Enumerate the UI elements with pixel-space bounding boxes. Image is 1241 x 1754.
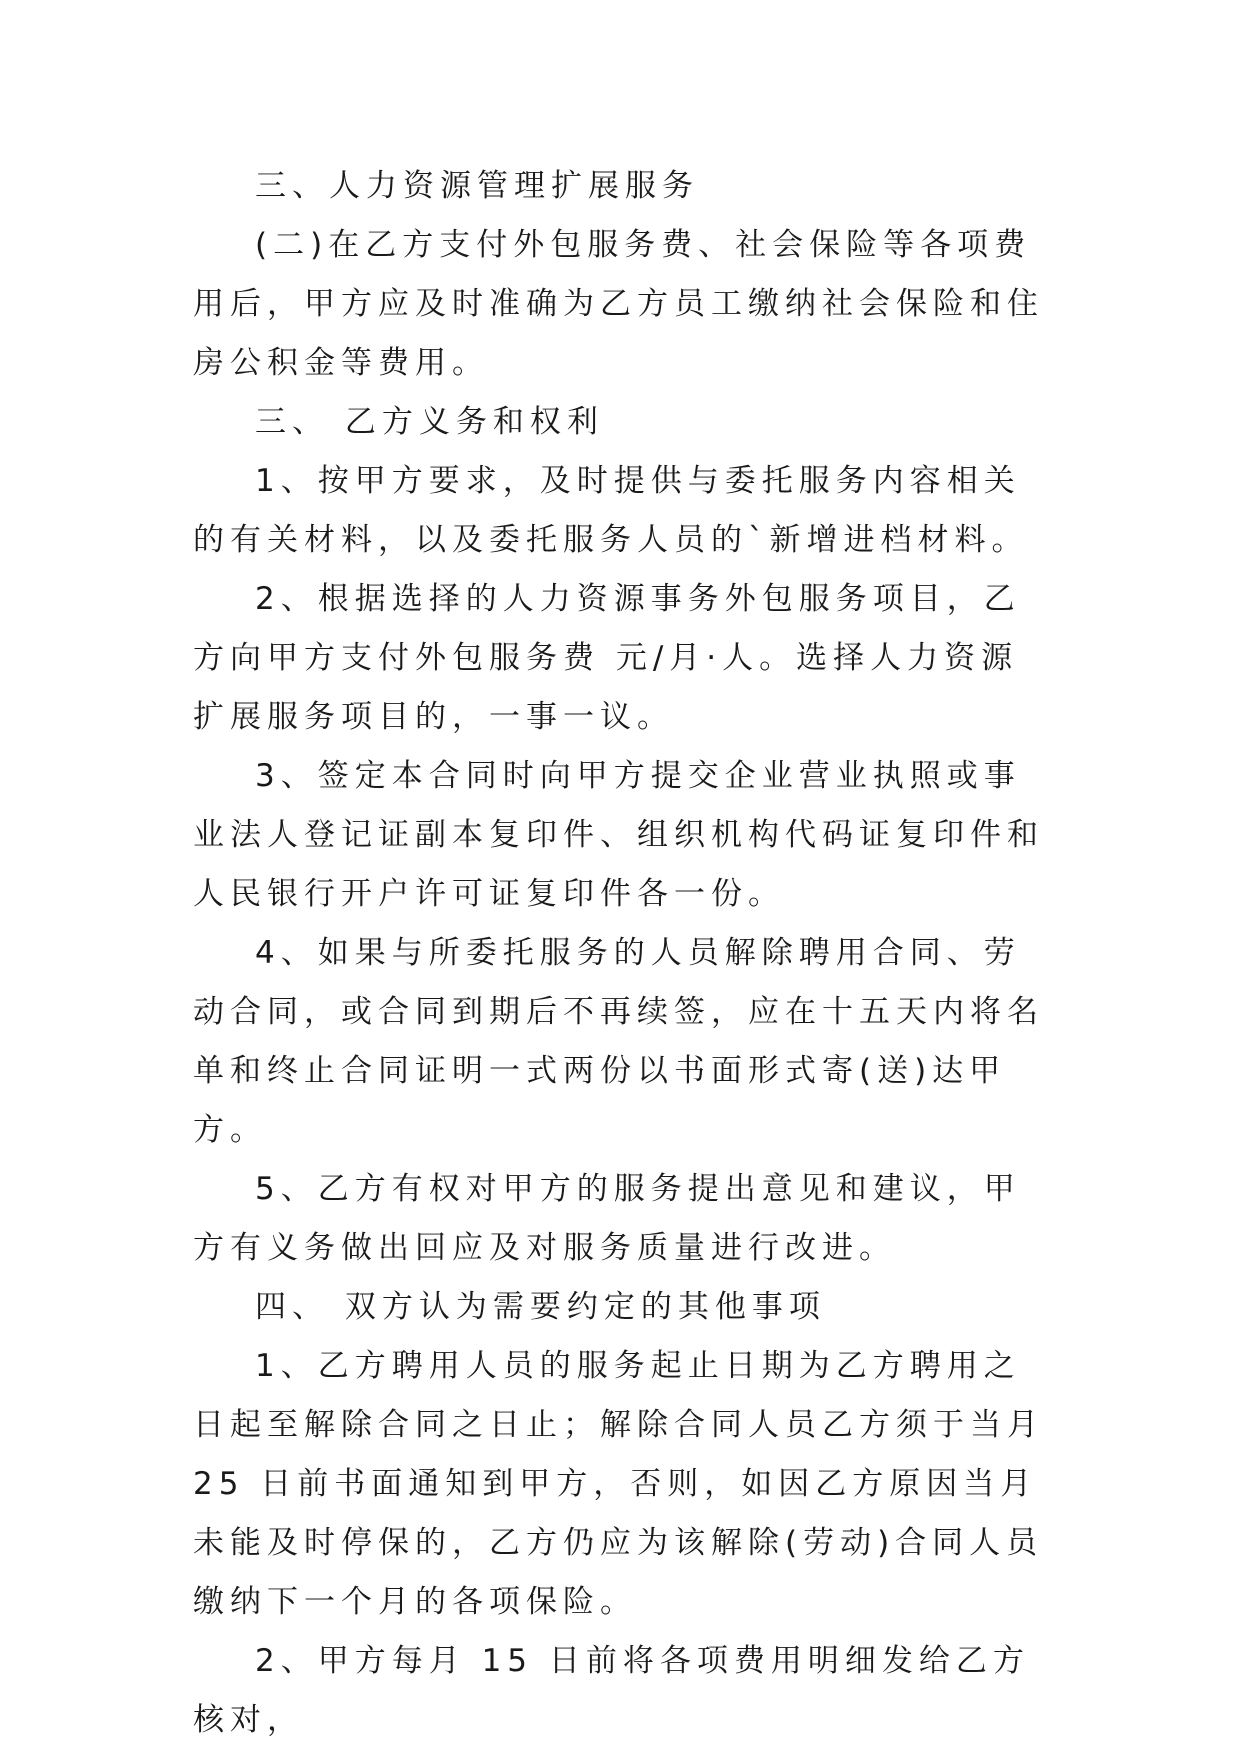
clause-1-service-period: 1、乙方聘用人员的服务起止日期为乙方聘用之日起至解除合同之日止；解除合同人员乙方须于当月 25 日前书面通知到甲方，否则，如因乙方原因当月未能及时停保的，乙方仍应为该解除(劳动)合同人员缴纳下一个月的各项保险。 xyxy=(193,1348,1044,1620)
clause-1-materials: 1、按甲方要求，及时提供与委托服务内容相关的有关材料，以及委托服务人员的`新增进档材料。 xyxy=(193,463,1029,558)
section-heading-party-b-duties: 三、 乙方义务和权利 xyxy=(255,404,604,440)
clause-2-service-fee: 2、根据选择的人力资源事务外包服务项目，乙方向甲方支付外包服务费 元/月·人。选择人力资源扩展服务项目的，一事一议。 xyxy=(193,581,1021,735)
clause-5-feedback: 5、乙方有权对甲方的服务提出意见和建议，甲方有义务做出回应及对服务质量进行改进。 xyxy=(193,1171,1021,1266)
section-heading-hr-extension: 三、人力资源管理扩展服务 xyxy=(255,168,699,204)
paragraph-payment-obligation: (二)在乙方支付外包服务费、社会保险等各项费用后，甲方应及时准确为乙方员工缴纳社会保险和住房公积金等费用。 xyxy=(193,227,1044,381)
clause-3-documents: 3、签定本合同时向甲方提交企业营业执照或事业法人登记证副本复印件、组织机构代码证复印件和人民银行开户许可证复印件各一份。 xyxy=(193,758,1044,912)
clause-4-contract-termination: 4、如果与所委托服务的人员解除聘用合同、劳动合同，或合同到期后不再续签，应在十五天内将名单和终止合同证明一式两份以书面形式寄(送)达甲方。 xyxy=(193,935,1044,1148)
clause-2-fee-statement: 2、甲方每月 15 日前将各项费用明细发给乙方核对， xyxy=(193,1643,1030,1738)
document-body xyxy=(193,157,1053,1750)
section-heading-other-matters: 四、 双方认为需要约定的其他事项 xyxy=(255,1289,826,1325)
